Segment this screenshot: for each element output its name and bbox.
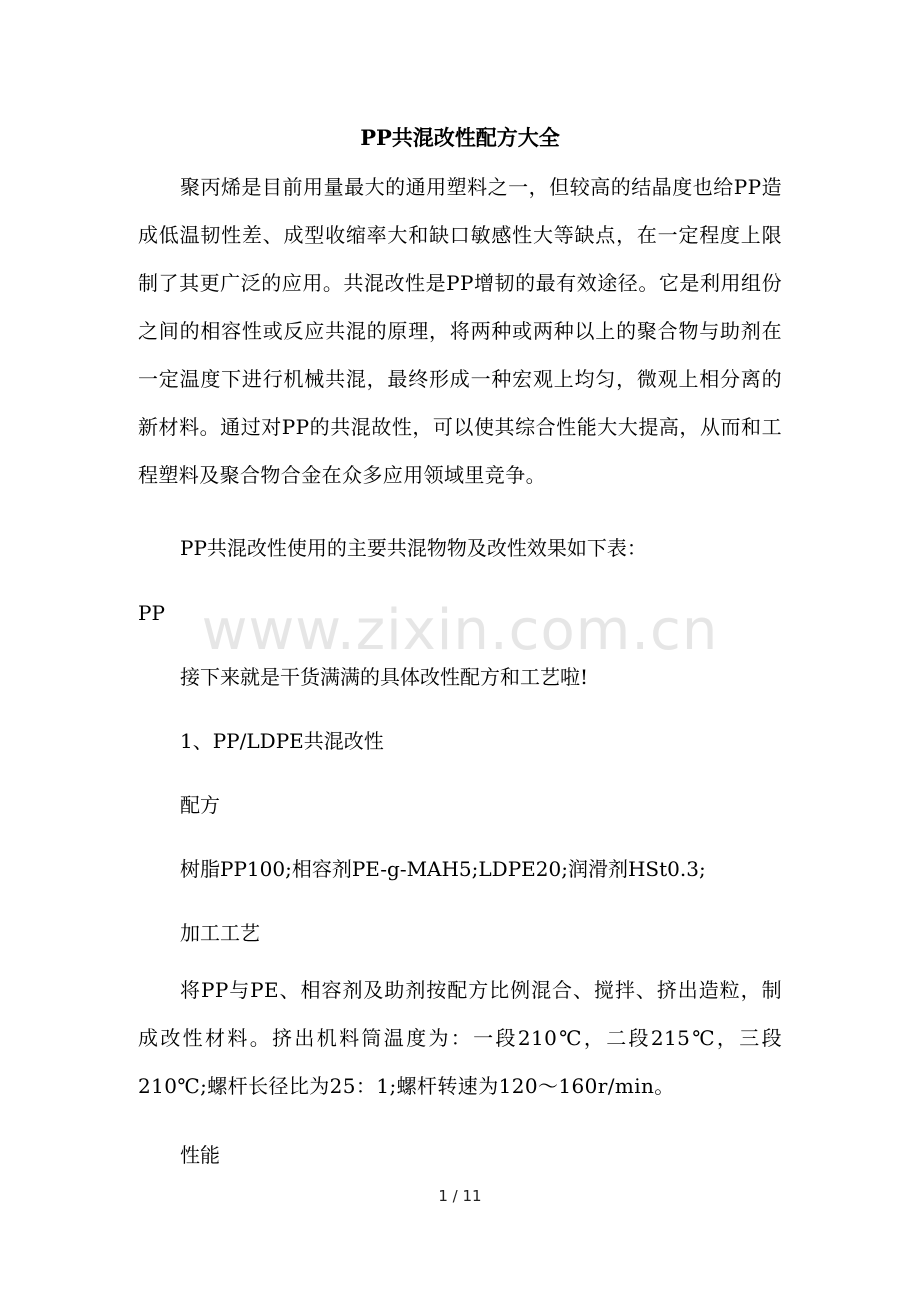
watermark-text: www.zixin.com.cn xyxy=(201,598,719,663)
formula-text: 树脂PP100;相容剂PE-g-MAH5;LDPE20;润滑剂HSt0.3; xyxy=(180,857,706,881)
document-title: PP共混改性配方大全 xyxy=(360,125,560,150)
performance-label: 性能 xyxy=(180,1143,220,1167)
next-intro-text: 接下来就是干货满满的具体改性配方和工艺啦! xyxy=(180,665,589,689)
process-label: 加工工艺 xyxy=(180,921,260,945)
table-intro-text: PP共混改性使用的主要共混物物及改性效果如下表： xyxy=(180,536,647,560)
process-paragraph-block xyxy=(138,966,782,1110)
intro-paragraph-block xyxy=(138,163,782,499)
section-heading: 1、PP/LDPE共混改性 xyxy=(180,729,384,753)
process-paragraph: 将PP与PE、相容剂及助剂按配方比例混合、搅拌、挤出造粒，制成改性材料。挤出机料筒温度为：一段210℃，二段215℃，三段210℃;螺杆长径比为25：1;螺杆转速为120～160r/min。 xyxy=(138,978,782,1098)
formula-label: 配方 xyxy=(180,793,220,817)
intro-paragraph: 聚丙烯是目前用量最大的通用塑料之一，但较高的结晶度也给PP造成低温韧性差、成型收缩率大和缺口敏感性大等缺点，在一定程度上限制了其更广泛的应用。共混改性是PP增韧的最有效途径。它是利用组份之间的相容性或反应共混的原理，将两种或两种以上的聚合物与助剂在一定温度下进行机械共混，最终形成一种宏观上均匀，微观上相分离的新材料。通过对PP的共混故性，可以使其综合性能大大提高，从而和工程塑料及聚合物合金在众多应用领域里竞争。 xyxy=(138,175,782,487)
page-number: 1 / 11 xyxy=(438,1187,482,1205)
table-placeholder-text: PP xyxy=(138,601,165,625)
